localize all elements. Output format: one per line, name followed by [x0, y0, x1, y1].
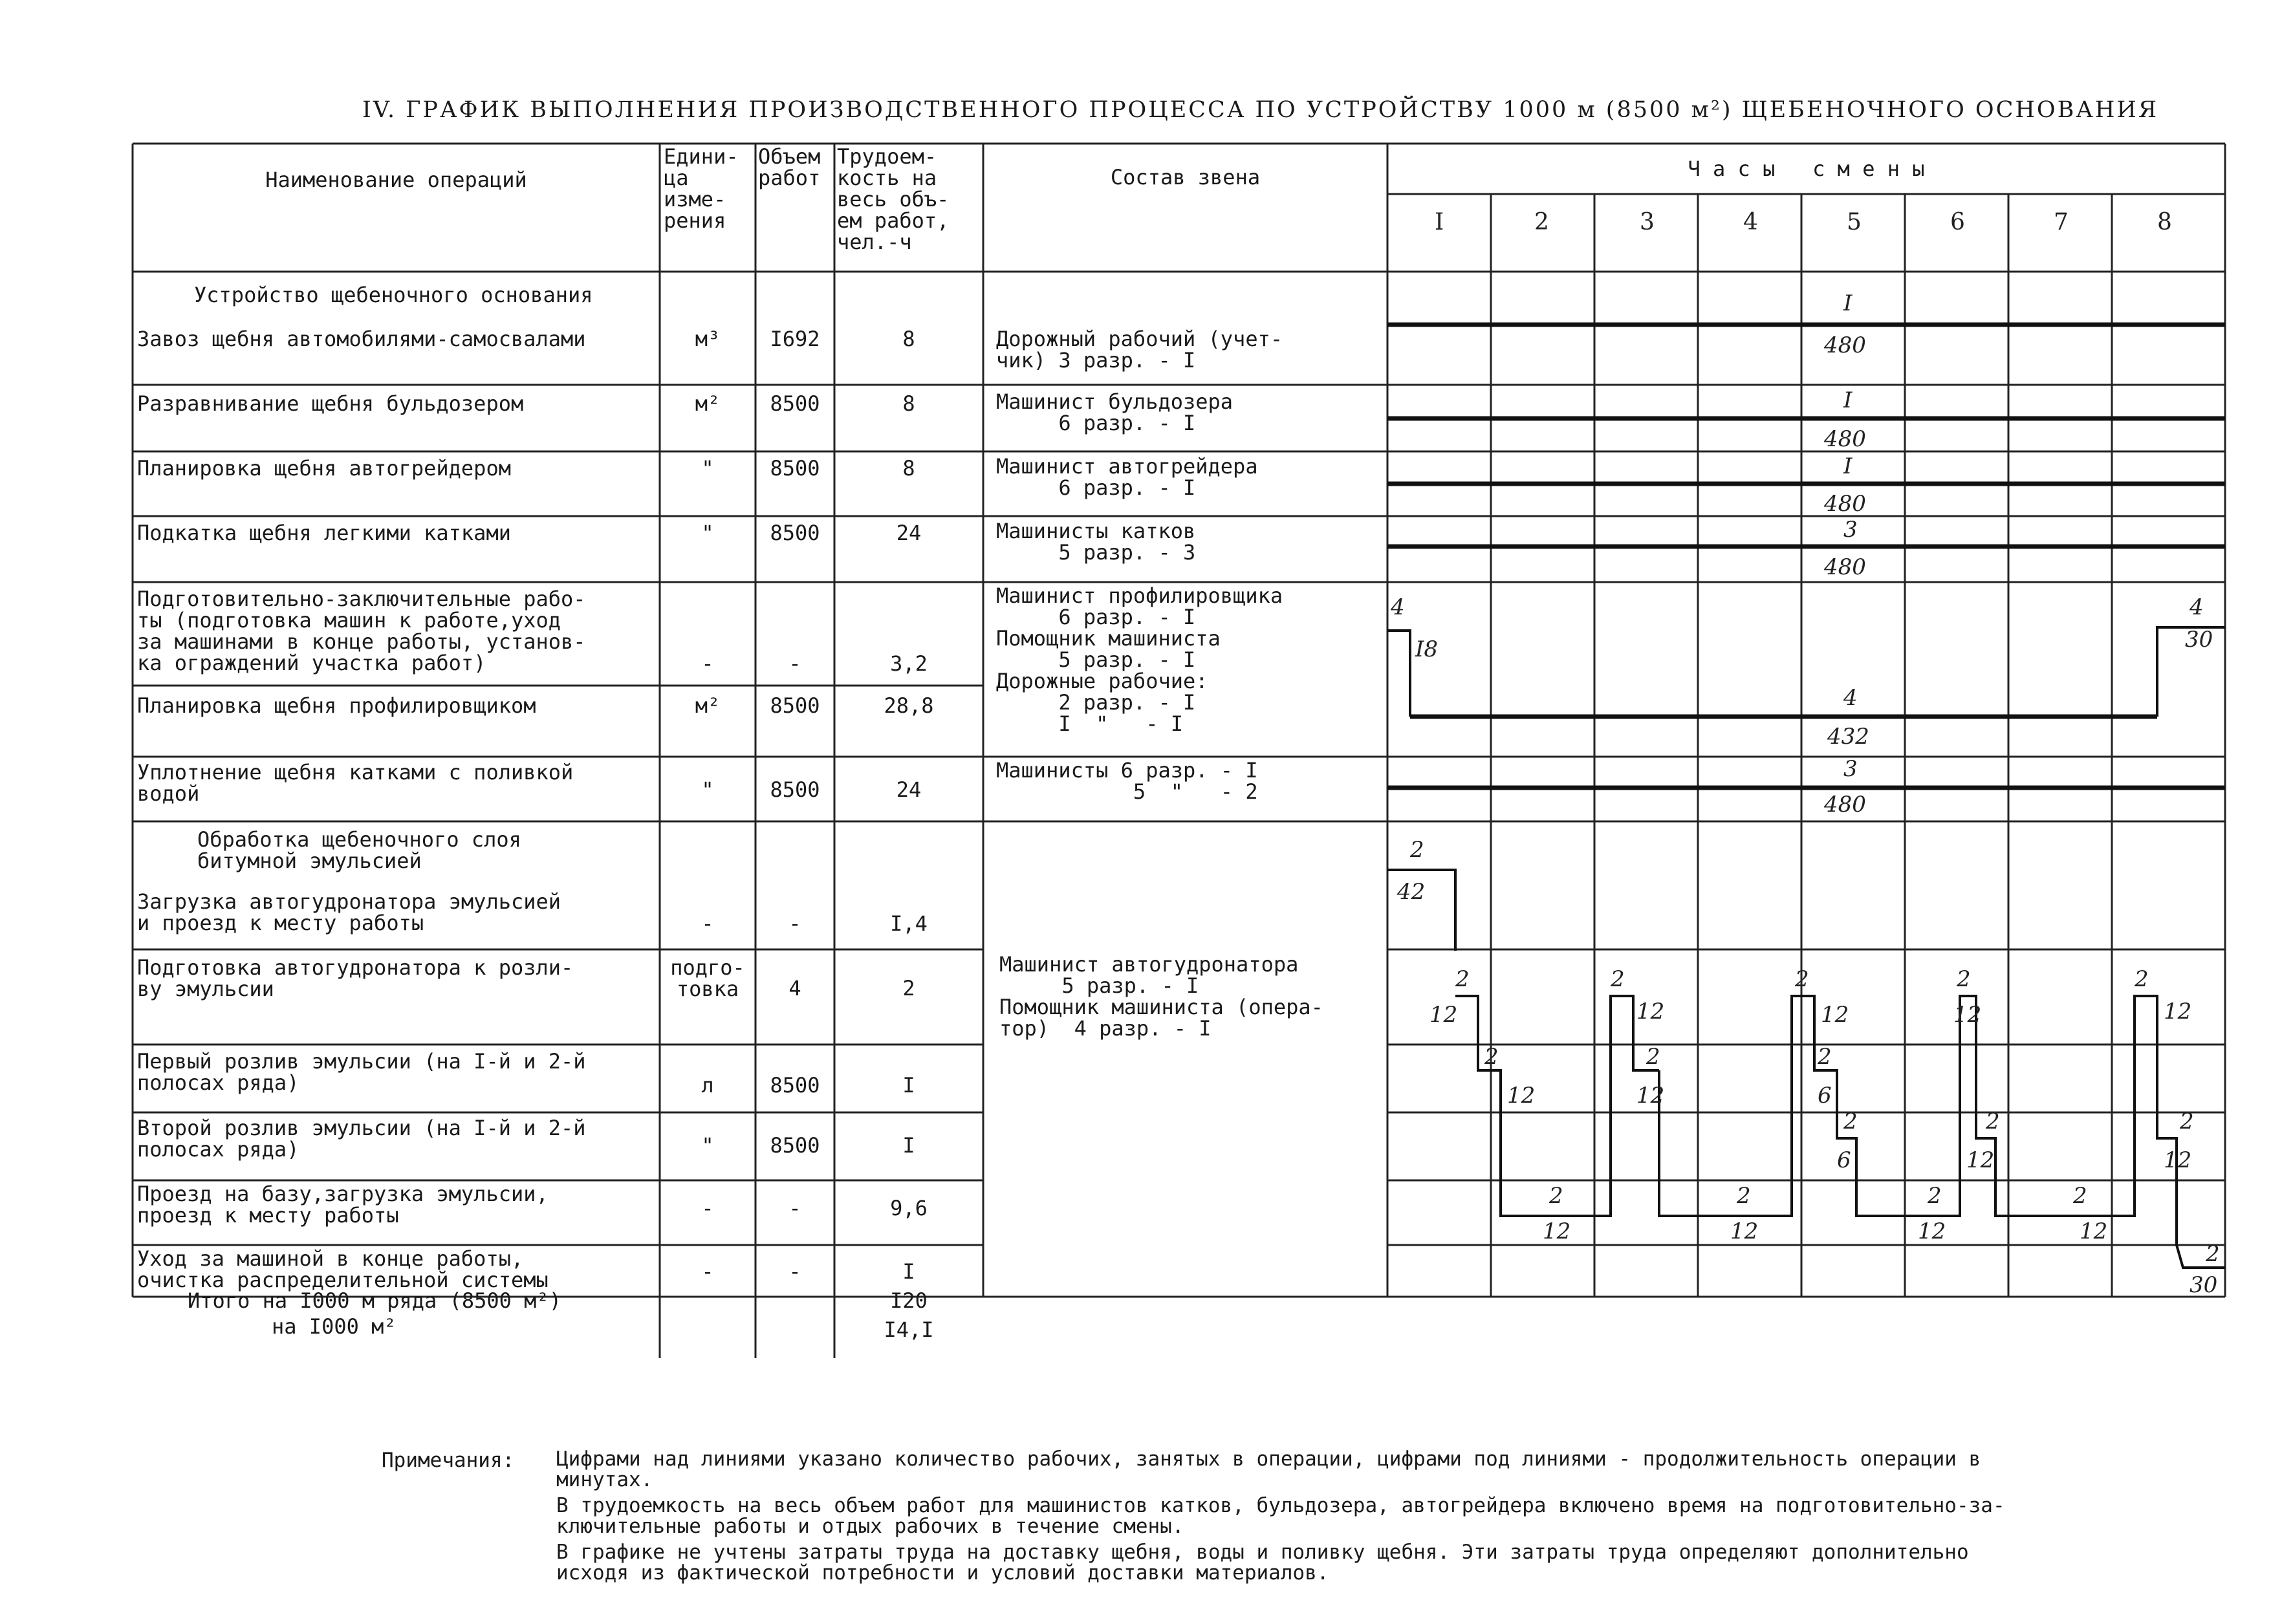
label-r12-h2-workers: 2 [1549, 1183, 1563, 1209]
row6-labor: 28,8 [884, 693, 934, 718]
row6-name: Планировка щебня профилировщиком [137, 693, 536, 718]
row7-volume: 8500 [770, 777, 820, 802]
label-r11-h5-workers: 2 [1843, 1109, 1858, 1134]
row2-labor: 8 [902, 391, 915, 416]
label-r9-h8-minutes: 12 [2164, 999, 2192, 1024]
label-r13-h8-workers: 2 [2206, 1241, 2220, 1267]
row1-volume: I692 [770, 327, 820, 351]
hour-7: 7 [2054, 209, 2069, 235]
row12-unit: - [701, 1196, 714, 1220]
label-r2-minutes: 480 [1824, 426, 1866, 452]
row11-unit: " [701, 1133, 714, 1158]
row2-volume: 8500 [770, 391, 820, 416]
label-r3-workers: I [1843, 453, 1853, 479]
bitumen-crew: Машинист автогудронатора 5 разр. - I Помощник машиниста (опера- тор) 4 разр. - I [999, 952, 1323, 1041]
row6-unit: м² [695, 693, 721, 718]
notes-label: Примечания: [382, 1449, 515, 1472]
label-r9-h5-workers: 2 [1795, 966, 1809, 992]
hour-5: 5 [1847, 209, 1862, 235]
hour-1: I [1435, 209, 1444, 235]
hour-6: 6 [1950, 209, 1965, 235]
label-r5-end-minutes: 30 [2185, 627, 2213, 653]
row1-name: Завоз щебня автомобилями-самосвалами [137, 327, 586, 351]
row1-labor: 8 [902, 327, 915, 351]
total-row-value: I20 [890, 1288, 928, 1313]
row2-crew: Машинист бульдозера 6 разр. - I [996, 389, 1233, 435]
row11-labor: I [902, 1133, 915, 1158]
header-unit: Едини- ца изме- рения [664, 144, 739, 233]
label-r10-h3-workers: 2 [1646, 1044, 1660, 1070]
header-volume: Объем работ [758, 144, 821, 190]
gantt-cycle-2 [1659, 996, 1873, 1216]
label-r7-minutes: 480 [1824, 792, 1866, 817]
label-r11-h8-minutes: 12 [2164, 1147, 2192, 1173]
label-r9-h6-workers: 2 [1957, 966, 1971, 992]
row12-labor: 9,6 [890, 1196, 928, 1220]
hour-4: 4 [1743, 209, 1758, 235]
row12-volume: - [788, 1196, 801, 1220]
label-r10-h3-minutes: 12 [1636, 1083, 1665, 1109]
label-r9-h8-workers: 2 [2135, 966, 2149, 992]
row7-labor: 24 [896, 777, 922, 802]
label-r6-workers: 4 [1843, 685, 1858, 711]
row5-6-crew: Машинист профилировщика 6 разр. - I Помощник машиниста 5 разр. - I Дорожные рабочие: 2 разр. - I I " - I [996, 583, 1283, 736]
row13-volume: - [788, 1259, 801, 1284]
row8-labor: I,4 [890, 911, 928, 936]
row7-unit: " [701, 777, 714, 802]
label-r10-h5-minutes: 6 [1818, 1083, 1832, 1109]
label-r1-minutes: 480 [1824, 332, 1866, 358]
label-r10-h2-workers: 2 [1484, 1044, 1499, 1070]
label-r12-h4-minutes: 12 [1730, 1218, 1759, 1244]
label-r12-h6-workers: 2 [1928, 1183, 1942, 1209]
row10-volume: 8500 [770, 1073, 820, 1098]
label-r5-start-minutes: I8 [1415, 636, 1439, 662]
label-r12-h2-minutes: 12 [1543, 1218, 1571, 1244]
header-crew: Состав звена [1110, 165, 1261, 189]
label-r12-h7-workers: 2 [2073, 1183, 2087, 1209]
note-2: В трудоемкость на весь объем работ для машинистов катков, бульдозера, автогрейдера включено время на подготовительно-за- ключительные работы и отдых рабочих в течение смены. [556, 1494, 2005, 1538]
label-r12-h4-workers: 2 [1737, 1183, 1751, 1209]
label-r9-h5-minutes: 12 [1821, 1002, 1849, 1028]
label-r11-h6-minutes: 12 [1966, 1147, 1995, 1173]
total-area-label: на I000 м² [272, 1314, 397, 1339]
label-r10-h2-minutes: 12 [1507, 1083, 1536, 1109]
hour-8: 8 [2157, 209, 2172, 235]
label-r4-minutes: 480 [1824, 554, 1866, 580]
label-r5-start-workers: 4 [1391, 594, 1405, 620]
label-r10-h5-workers: 2 [1818, 1044, 1832, 1070]
row10-name: Первый розлив эмульсии (на I-й и 2-й полосах ряда) [137, 1049, 586, 1095]
row1-crew: Дорожный рабочий (учет- чик) 3 разр. - I [996, 327, 1283, 373]
label-r2-workers: I [1843, 387, 1853, 413]
label-r9-h3-workers: 2 [1611, 966, 1625, 992]
page-title: IV. ГРАФИК ВЫПОЛНЕНИЯ ПРОИЗВОДСТВЕННОГО ПРОЦЕССА ПО УСТРОЙСТВУ 1000 м (8500 м²) ЩЕБЕНОЧНОГО ОСНОВАНИЯ [362, 97, 2159, 123]
row5-name: Подготовительно-заключительные рабо- ты (подготовка машин к работе,уход за машинами в конце работы, установ- ка ограждений участка работ) [137, 587, 586, 675]
row6-volume: 8500 [770, 693, 820, 718]
label-r1-workers: I [1843, 290, 1853, 316]
label-r5-end-workers: 4 [2190, 594, 2204, 620]
row4-volume: 8500 [770, 521, 820, 545]
row3-volume: 8500 [770, 456, 820, 481]
header-labor: Трудоем- кость на весь объ- ем работ, чел.-ч [837, 144, 950, 254]
label-r9-h1-workers: 2 [1455, 966, 1470, 992]
label-r9-h6-minutes: 12 [1953, 1002, 1982, 1028]
label-r12-h7-minutes: 12 [2080, 1218, 2108, 1244]
label-r8-minutes: 42 [1397, 879, 1426, 905]
label-r13-h8-minutes: 30 [2190, 1272, 2218, 1298]
label-r9-h3-minutes: 12 [1636, 999, 1665, 1024]
gantt-bar-r5-start [1387, 631, 1410, 717]
label-r8-workers: 2 [1410, 837, 1424, 863]
total-row-label: Итого на I000 м ряда (8500 м²) [188, 1288, 561, 1313]
row5-labor: 3,2 [890, 651, 928, 676]
row7-name: Уплотнение щебня катками с поливкой водой [137, 760, 574, 806]
row4-crew: Машинисты катков 5 разр. - 3 [996, 519, 1196, 565]
row10-labor: I [902, 1073, 915, 1098]
label-r4-workers: 3 [1843, 517, 1858, 543]
row13-unit: - [701, 1259, 714, 1284]
section-crushed-stone: Устройство щебеночного основания [194, 283, 593, 307]
total-area-value: I4,I [884, 1317, 934, 1342]
note-1: Цифрами над линиями указано количество рабочих, занятых в операции, цифрами под линиями - продолжительность операции в минутах. [556, 1447, 1981, 1491]
header-hours: Ч а с ы с м е н ы [1688, 157, 1925, 181]
row4-unit: " [701, 521, 714, 545]
row8-volume: - [788, 911, 801, 936]
label-r11-h8-workers: 2 [2180, 1109, 2194, 1134]
label-r9-h1-minutes: 12 [1429, 1002, 1458, 1028]
label-r7-workers: 3 [1843, 756, 1858, 782]
row3-labor: 8 [902, 456, 915, 481]
label-r3-minutes: 480 [1824, 491, 1866, 517]
row9-volume: 4 [788, 976, 801, 1001]
header-operation: Наименование операций [265, 168, 527, 192]
label-r6-minutes: 432 [1827, 724, 1869, 750]
row4-labor: 24 [896, 521, 922, 545]
row13-labor: I [902, 1259, 915, 1284]
row3-name: Планировка щебня автогрейдером [137, 456, 511, 481]
row13-name: Уход за машиной в конце работы, очистка распределительной системы [137, 1246, 549, 1292]
row2-unit: м² [695, 391, 721, 416]
row5-unit: - [701, 651, 714, 676]
label-r11-h6-workers: 2 [1986, 1109, 2000, 1134]
row10-unit: л [701, 1073, 714, 1098]
label-r11-h5-minutes: 6 [1837, 1147, 1851, 1173]
row7-crew: Машинисты 6 разр. - I 5 " - 2 [996, 758, 1258, 804]
row3-unit: " [701, 456, 714, 481]
row11-volume: 8500 [770, 1133, 820, 1158]
row8-unit: - [701, 911, 714, 936]
section-bitumen: Обработка щебеночного слоя битумной эмульсией [197, 827, 521, 873]
row3-crew: Машинист автогрейдера 6 разр. - I [996, 454, 1258, 500]
row1-unit: м³ [695, 327, 721, 351]
row9-name: Подготовка автогудронатора к розли- ву эмульсии [137, 955, 574, 1001]
note-3: В графике не учтены затраты труда на доставку щебня, воды и поливку щебня. Эти затраты труда определяют дополнительно исходя из фактической потребности и условий доставки материалов. [556, 1541, 1969, 1585]
row12-name: Проезд на базу,загрузка эмульсии, проезд к месту работы [137, 1182, 549, 1228]
row2-name: Разравнивание щебня бульдозером [137, 391, 524, 416]
row9-unit: подго- товка [670, 955, 745, 1001]
row9-labor: 2 [902, 976, 915, 1001]
row4-name: Подкатка щебня легкими катками [137, 521, 511, 545]
row8-name: Загрузка автогудронатора эмульсией и проезд к месту работы [137, 889, 561, 935]
row5-volume: - [788, 651, 801, 676]
hour-3: 3 [1640, 209, 1655, 235]
label-r12-h6-minutes: 12 [1918, 1218, 1946, 1244]
hour-2: 2 [1534, 209, 1549, 235]
row11-name: Второй розлив эмульсии (на I-й и 2-й полосах ряда) [137, 1116, 586, 1162]
